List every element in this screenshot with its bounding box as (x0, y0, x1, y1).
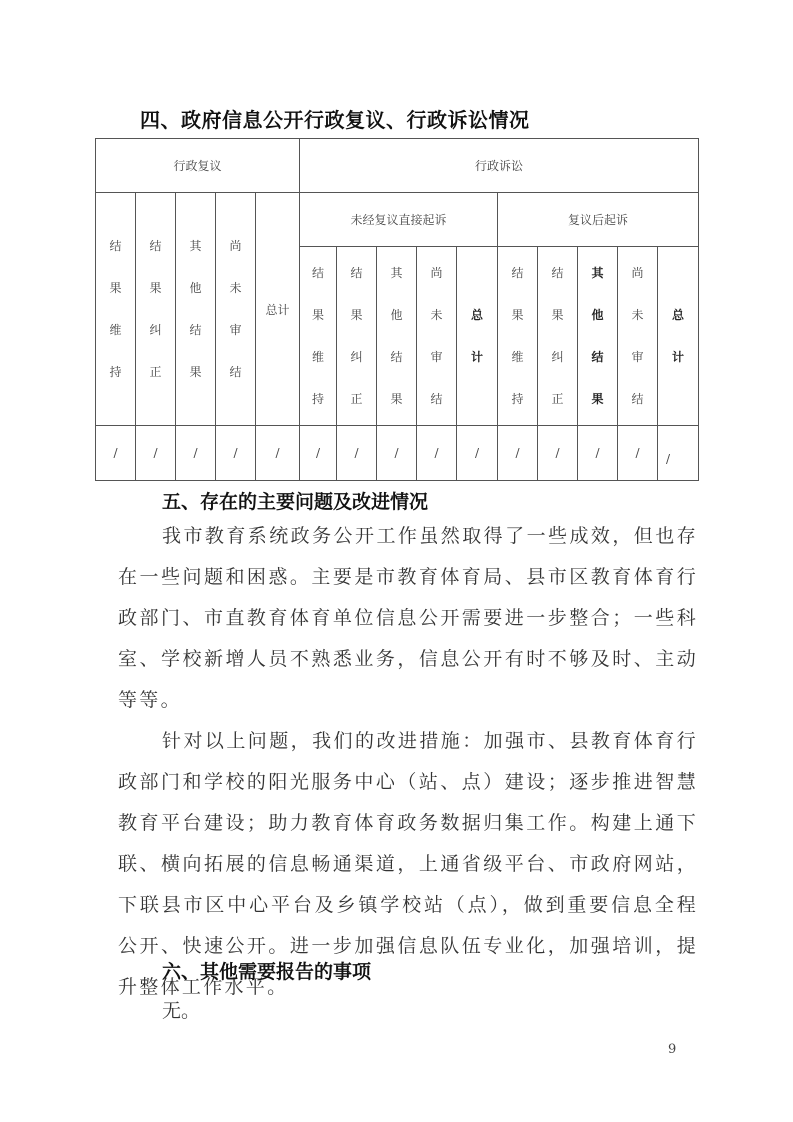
cell-value: / (658, 426, 699, 481)
header-admin-review: 行政复议 (96, 139, 300, 193)
cell-value: / (618, 426, 658, 481)
cell-value: / (417, 426, 457, 481)
cell-value: / (337, 426, 377, 481)
col-direct-total: 总计 (457, 247, 498, 426)
cell-value: / (176, 426, 216, 481)
cell-value: / (300, 426, 337, 481)
section4-title: 四、政府信息公开行政复议、行政诉讼情况 (140, 108, 530, 132)
header-direct-suit: 未经复议直接起诉 (300, 193, 498, 247)
col-review-other: 其他结果 (176, 193, 216, 426)
col-direct-corrected: 结果纠正 (337, 247, 377, 426)
cell-value: / (498, 426, 538, 481)
header-admin-litigation: 行政诉讼 (300, 139, 699, 193)
cell-value: / (457, 426, 498, 481)
section5-title: 五、存在的主要问题及改进情况 (162, 491, 429, 513)
cell-value: / (538, 426, 578, 481)
col-direct-maintained: 结果维持 (300, 247, 337, 426)
section5-paragraph-2: 针对以上问题，我们的改进措施：加强市、县教育体育行政部门和学校的阳光服务中心（站、点）建设；逐步推进智慧教育平台建设；助力教育体育政务数据归集工作。构建上通下联、横向拓展的信息畅通渠道，上通省级平台、市政府网站，下联县市区中心平台及乡镇学校站（点），做到重要信息全程公开、快速公开。进一步加强信息队伍专业化，加强培训，提升整体工作水平。 (118, 730, 698, 998)
col-direct-other: 其他结果 (377, 247, 417, 426)
col-review-maintained: 结果维持 (96, 193, 136, 426)
col-after-maintained: 结果维持 (498, 247, 538, 426)
cell-value: / (96, 426, 136, 481)
col-review-total: 总计 (256, 193, 300, 426)
page-number: 9 (668, 1042, 677, 1057)
section5-paragraph-1: 我市教育系统政务公开工作虽然取得了一些成效，但也存在一些问题和困惑。主要是市教育体育局、县市区教育体育行政部门、市直教育体育单位信息公开需要进一步整合；一些科室、学校新增人员不熟悉业务，信息公开有时不够及时、主动等等。 (118, 525, 698, 711)
col-direct-pending: 尚未审结 (417, 247, 457, 426)
col-review-pending: 尚未审结 (216, 193, 256, 426)
section6-title: 六、其他需要报告的事项 (162, 961, 372, 983)
cell-value: / (256, 426, 300, 481)
col-after-corrected: 结果纠正 (538, 247, 578, 426)
col-after-pending: 尚未审结 (618, 247, 658, 426)
col-after-total: 总计 (658, 247, 699, 426)
review-litigation-table (95, 138, 699, 481)
col-after-other: 其他结果 (578, 247, 618, 426)
cell-value: / (578, 426, 618, 481)
col-review-corrected: 结果纠正 (136, 193, 176, 426)
cell-value: / (136, 426, 176, 481)
cell-value: / (377, 426, 417, 481)
cell-value: / (216, 426, 256, 481)
section6-content: 无。 (162, 1000, 201, 1022)
table-row (96, 426, 699, 481)
header-after-review-suit: 复议后起诉 (498, 193, 699, 247)
